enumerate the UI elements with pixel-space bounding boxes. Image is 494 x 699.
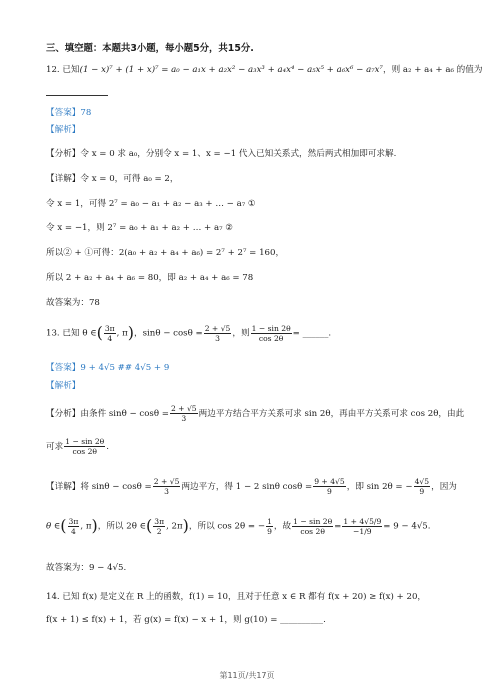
q12-conclusion: 故答案为：78 (46, 298, 100, 308)
q12-stem-b: ，则 a₂ + a₄ + a₆ 的值为 (382, 65, 483, 75)
q13-analysis-tag: 【解析】 (46, 381, 81, 391)
q12-stem (46, 64, 483, 77)
q14-line1: 14. 已知 f(x) 是定义在 R 上的函数，f(1) = 10，且对于任意 x ∈ R 都有 f(x + 20) ≥ f(x) + 20， (46, 592, 427, 602)
q12-xiangjie: 【详解】令 x = 0，可得 a₀ = 2， (46, 174, 179, 184)
q13-interval-frac: $\frac{3\pi}{4}$ (104, 323, 115, 343)
q12-stem-a: 12. 已知 (46, 65, 80, 75)
q12-step2: 令 x = −1，则 2⁷ = a₀ + a₁ + a₂ + … + a₇ ② (46, 223, 233, 233)
q14-line2: f(x + 1) ≤ f(x) + 1，若 g(x) = f(x) − x + 1，则 g(10) = __________. (46, 615, 326, 625)
q13-answer-tag: 【答案】9 + 4√5 ## 4√5 + 9 (46, 363, 170, 373)
q12-step3: 所以② + ①可得：2(a₀ + a₂ + a₄ + a₆) = 2⁷ + 2⁷ = 160， (46, 248, 285, 258)
q13-xiangjie-cont: θ ∈( $\frac{3\pi}{4}$ , π)，所以 2θ ∈( $\frac{3\pi}{2}$ , 2π)，所以 cos 2θ = − $\frac{1}{9}$ ，故 $\frac{1 - \sin 2\theta}{\cos 2\theta}$ = $\frac{1 + 4√5/9}{-1/9}$ = 9 − 4√5. (46, 516, 431, 536)
q12-step4: 所以 2 + a₂ + a₄ + a₆ = 80，即 a₂ + a₄ + a₆ = 78 (46, 273, 254, 283)
q12-answer-tag: 【答案】78 (46, 108, 92, 118)
q12-formula: (1 − x)⁷ + (1 + x)⁷ = a₀ − a₁x + a₂x² − a₃x³ + a₄x⁴ − a₅x⁵ + a₆x⁶ − a₇x⁷ (79, 65, 383, 75)
q13-expr-frac: $\frac{1 - \sin 2\theta}{\cos 2\theta}$ (251, 323, 291, 343)
q13-fenxi: 【分析】由条件 sinθ − cosθ = $\frac{2 + √5}{3}$ 两边平方结合平方关系可求 sin 2θ，再由平方关系可求 cos 2θ，由此 (46, 404, 465, 423)
section-heading: 三、填空题：本题共3小题，每小题5分，共15分. (46, 43, 254, 54)
q13-stem: 13. 已知 θ ∈( $\frac{3\pi}{4}$ , π)，sinθ − cosθ = $\frac{2 + √5}{3}$ ，则 $\frac{1 - \sin 2\theta}{\cos 2\theta}$ = ______. (46, 323, 332, 343)
q13-stem-mid: ，sinθ − cosθ = (134, 328, 203, 339)
q13-conclusion: 故答案为：9 − 4√5. (46, 563, 127, 573)
page-footer: 第11页/共17页 (219, 671, 275, 680)
q12-analysis-tag: 【解析】 (46, 125, 81, 135)
q13-value-frac: $\frac{2 + √5}{3}$ (204, 323, 231, 343)
q12-fenxi: 【分析】令 x = 0 求 a₀，分别令 x = 1、x = −1 代入已知关系式，然后两式相加即可求解. (46, 149, 397, 159)
q12-answer-blank (46, 86, 464, 101)
q13-fenxi-cont: 可求 $\frac{1 - \sin 2\theta}{\cos 2\theta}$ . (46, 437, 109, 456)
q13-xiangjie: 【详解】将 sinθ − cosθ = $\frac{2 + √5}{3}$ 两边平方，得 1 − 2 sinθ cosθ = $\frac{9 + 4√5}{9}$ ，即 sin 2θ = − $\frac{4√5}{9}$ ，因为 (46, 477, 457, 496)
q13-stem-a: 13. 已知 θ ∈ (46, 328, 97, 339)
q12-step1: 令 x = 1，可得 2⁷ = a₀ − a₁ + a₂ − a₃ + … − a₇ ① (46, 199, 256, 209)
